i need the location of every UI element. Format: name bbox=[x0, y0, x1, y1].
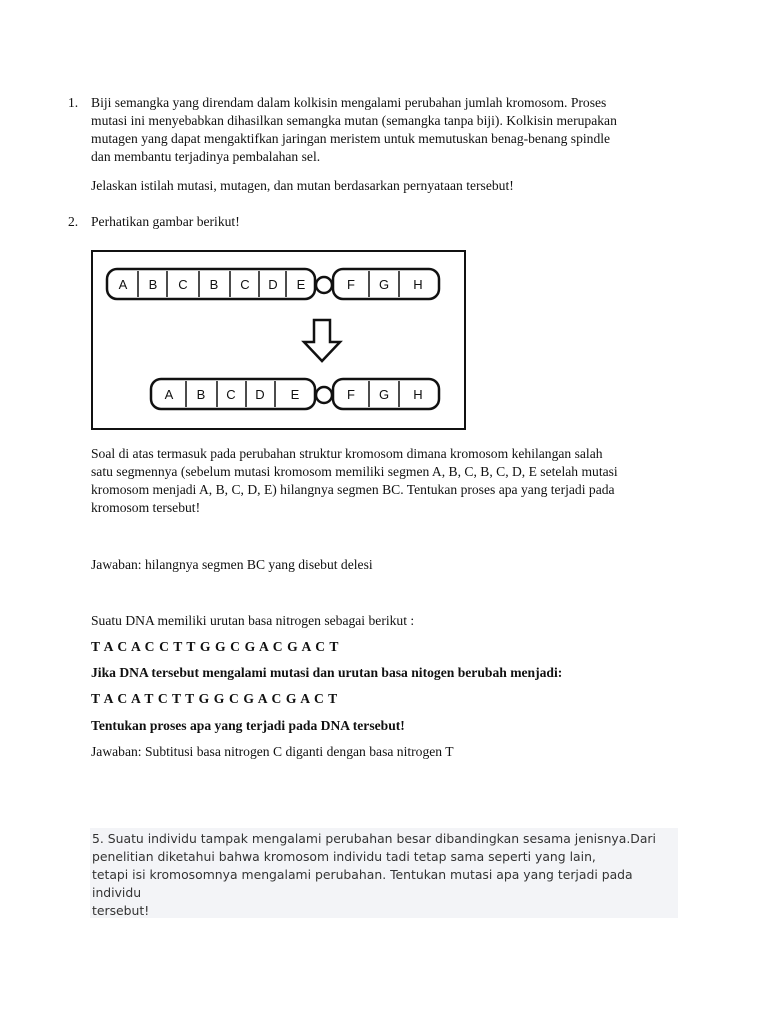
q5-text bbox=[90, 828, 677, 920]
q2-answer: Jawaban: hilangnya segmen BC yang disebut delesi bbox=[91, 557, 373, 572]
after-gene-label: A bbox=[164, 387, 174, 402]
before-gene-label: G bbox=[378, 277, 390, 292]
q1-question: Jelaskan istilah mutasi, mutagen, dan mutan berdasarkan pernyataan tersebut! bbox=[91, 178, 514, 193]
q2-description-line: kromosom menjadi A, B, C, D, E) hilangnya segmen BC. Tentukan proses apa yang terjadi pada bbox=[91, 482, 615, 497]
q5-box bbox=[90, 828, 678, 918]
q1-number: 1. bbox=[68, 95, 79, 110]
q1-line: mutasi ini menyebabkan dihasilkan semangka mutan (semangka tanpa biji). Kolkisin merupakan bbox=[91, 113, 617, 128]
q2-description-line: Soal di atas termasuk pada perubahan struktur kromosom dimana kromosom kehilangan salah bbox=[91, 446, 603, 461]
q2-number: 2. bbox=[68, 214, 79, 229]
before-gene-label: D bbox=[268, 277, 278, 292]
after-gene-label: D bbox=[255, 387, 265, 402]
after-gene-label: E bbox=[290, 387, 300, 402]
before-gene-label: C bbox=[178, 277, 188, 292]
before-gene-label: F bbox=[347, 277, 355, 292]
down-arrow-icon bbox=[304, 320, 340, 361]
after-gene-label: G bbox=[378, 387, 390, 402]
q1-paragraph bbox=[91, 94, 691, 166]
before-gene-label: B bbox=[148, 277, 158, 292]
before-gene-label: A bbox=[118, 277, 128, 292]
after-gene-label: B bbox=[196, 387, 206, 402]
dna-mutation-statement: Jika DNA tersebut mengalami mutasi dan urutan basa nitogen berubah menjadi: bbox=[91, 665, 563, 680]
q1-line: dan membantu terjadinya pembalahan sel. bbox=[91, 149, 321, 164]
q2-description-line: kromosom tersebut! bbox=[91, 500, 201, 515]
after-centromere bbox=[316, 387, 332, 403]
chromosome-diagram bbox=[93, 252, 463, 427]
before-gene-label: E bbox=[296, 277, 306, 292]
before-gene-label: H bbox=[413, 277, 423, 292]
q5-line: 5. Suatu individu tampak mengalami perubahan besar dibandingkan sesama jenisnya.Dari bbox=[92, 831, 656, 846]
before-gene-label: B bbox=[209, 277, 219, 292]
dna-answer: Jawaban: Subtitusi basa nitrogen C diganti dengan basa nitrogen T bbox=[91, 744, 454, 759]
q5-line: tetapi isi kromosomnya mengalami perubahan. Tentukan mutasi apa yang terjadi pada individu bbox=[92, 867, 633, 900]
chromosome-deletion-figure bbox=[91, 250, 466, 430]
q2-prompt: Perhatikan gambar berikut! bbox=[91, 214, 240, 229]
q5-line: tersebut! bbox=[92, 903, 150, 918]
q2-description bbox=[91, 445, 691, 517]
dna-question: Tentukan proses apa yang terjadi pada DNA tersebut! bbox=[91, 718, 405, 733]
after-gene-label: H bbox=[413, 387, 423, 402]
dna-sequence-original: T A C A C C T T G G C G A C G A C T bbox=[91, 639, 340, 654]
after-gene-label: F bbox=[347, 387, 355, 402]
dna-intro: Suatu DNA memiliki urutan basa nitrogen sebagai berikut : bbox=[91, 613, 415, 628]
q1-line: Biji semangka yang direndam dalam kolkisin mengalami perubahan jumlah kromosom. Proses bbox=[91, 95, 607, 110]
dna-sequence-mutated: T A C A T C T T G G C G A C G A C T bbox=[91, 691, 338, 706]
before-centromere bbox=[316, 277, 332, 293]
q5-line: penelitian diketahui bahwa kromosom individu tadi tetap sama seperti yang lain, bbox=[92, 849, 596, 864]
q2-description-line: satu segmennya (sebelum mutasi kromosom memiliki segmen A, B, C, B, C, D, E setelah mutasi bbox=[91, 464, 618, 479]
before-gene-label: C bbox=[240, 277, 250, 292]
after-gene-label: C bbox=[226, 387, 236, 402]
q1-line: mutagen yang dapat mengaktifkan jaringan meristem untuk memutuskan benag-benang spindle bbox=[91, 131, 611, 146]
